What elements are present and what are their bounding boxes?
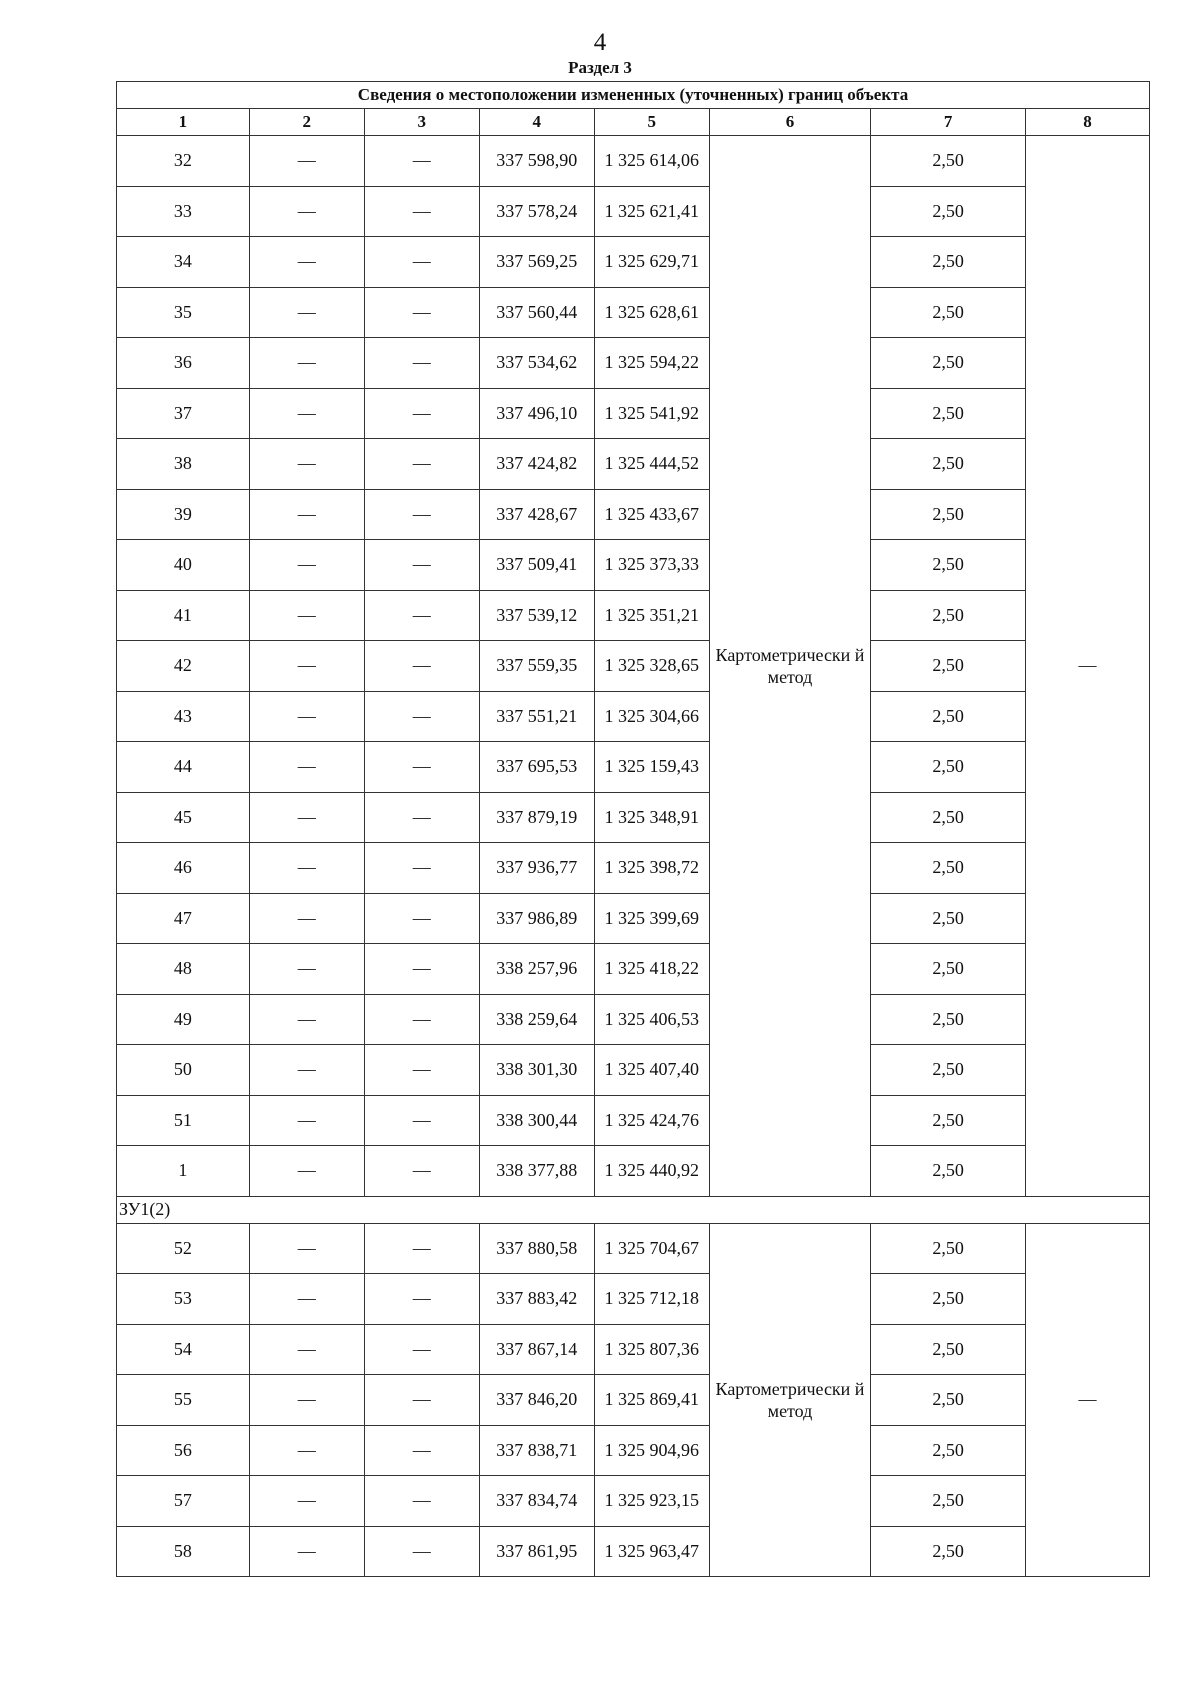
coordinate-y-cell: 1 325 444,52: [594, 439, 709, 490]
column-header: 7: [871, 109, 1026, 136]
coordinate-x-cell: 337 534,62: [479, 338, 594, 389]
accuracy-cell: 2,50: [871, 590, 1026, 641]
accuracy-cell: 2,50: [871, 1375, 1026, 1426]
accuracy-cell: 2,50: [871, 944, 1026, 995]
col2-cell: —: [249, 1095, 364, 1146]
table-row: [117, 1045, 1150, 1096]
point-number-cell: 36: [117, 338, 250, 389]
zone-label-row: [117, 1196, 1150, 1223]
point-number-cell: 49: [117, 994, 250, 1045]
point-number-cell: 37: [117, 388, 250, 439]
point-number-cell: 34: [117, 237, 250, 288]
point-number-cell: 44: [117, 742, 250, 793]
col2-cell: —: [249, 1146, 364, 1197]
accuracy-cell: 2,50: [871, 691, 1026, 742]
table-row: [117, 641, 1150, 692]
coordinate-x-cell: 337 598,90: [479, 136, 594, 187]
table-row: [117, 540, 1150, 591]
coordinate-x-cell: 338 377,88: [479, 1146, 594, 1197]
coordinate-x-cell: 337 846,20: [479, 1375, 594, 1426]
coordinate-x-cell: 337 986,89: [479, 893, 594, 944]
col2-cell: —: [249, 1274, 364, 1325]
coordinate-y-cell: 1 325 351,21: [594, 590, 709, 641]
col3-cell: —: [364, 136, 479, 187]
coordinate-y-cell: 1 325 418,22: [594, 944, 709, 995]
col3-cell: —: [364, 691, 479, 742]
coordinate-x-cell: 338 257,96: [479, 944, 594, 995]
point-number-cell: 48: [117, 944, 250, 995]
table-row: [117, 590, 1150, 641]
point-number-cell: 56: [117, 1425, 250, 1476]
col3-cell: —: [364, 1476, 479, 1527]
accuracy-cell: 2,50: [871, 1095, 1026, 1146]
accuracy-cell: 2,50: [871, 1324, 1026, 1375]
coordinate-x-cell: 337 695,53: [479, 742, 594, 793]
point-number-cell: 58: [117, 1526, 250, 1577]
table-row: [117, 1476, 1150, 1527]
accuracy-cell: 2,50: [871, 338, 1026, 389]
col3-cell: —: [364, 540, 479, 591]
col3-cell: —: [364, 1324, 479, 1375]
table-row: [117, 338, 1150, 389]
coordinate-y-cell: 1 325 704,67: [594, 1223, 709, 1274]
point-number-cell: 32: [117, 136, 250, 187]
col2-cell: —: [249, 994, 364, 1045]
coordinate-x-cell: 338 300,44: [479, 1095, 594, 1146]
accuracy-cell: 2,50: [871, 742, 1026, 793]
col3-cell: —: [364, 944, 479, 995]
accuracy-cell: 2,50: [871, 439, 1026, 490]
col3-cell: —: [364, 843, 479, 894]
page-number: 4: [593, 29, 607, 56]
point-number-cell: 46: [117, 843, 250, 894]
col3-cell: —: [364, 893, 479, 944]
coordinate-y-cell: 1 325 621,41: [594, 186, 709, 237]
coordinate-x-cell: 337 509,41: [479, 540, 594, 591]
col2-cell: —: [249, 1375, 364, 1426]
col3-cell: —: [364, 994, 479, 1045]
col3-cell: —: [364, 1223, 479, 1274]
coordinates-table: [116, 81, 1150, 1577]
coordinate-y-cell: 1 325 904,96: [594, 1425, 709, 1476]
table-row: [117, 237, 1150, 288]
coordinate-x-cell: 337 496,10: [479, 388, 594, 439]
col3-cell: —: [364, 489, 479, 540]
coordinate-x-cell: 337 539,12: [479, 590, 594, 641]
accuracy-cell: 2,50: [871, 186, 1026, 237]
col3-cell: —: [364, 338, 479, 389]
coordinate-x-cell: 337 879,19: [479, 792, 594, 843]
col2-cell: —: [249, 237, 364, 288]
table-row: [117, 792, 1150, 843]
coordinate-x-cell: 337 861,95: [479, 1526, 594, 1577]
column-header: 8: [1026, 109, 1150, 136]
coordinate-y-cell: 1 325 869,41: [594, 1375, 709, 1426]
col2-cell: —: [249, 388, 364, 439]
col3-cell: —: [364, 1274, 479, 1325]
point-number-cell: 33: [117, 186, 250, 237]
col3-cell: —: [364, 1095, 479, 1146]
table-row: [117, 388, 1150, 439]
coordinate-y-cell: 1 325 424,76: [594, 1095, 709, 1146]
column-header: 2: [249, 109, 364, 136]
coordinate-x-cell: 337 838,71: [479, 1425, 594, 1476]
col3-cell: —: [364, 641, 479, 692]
point-number-cell: 47: [117, 893, 250, 944]
col2-cell: —: [249, 540, 364, 591]
accuracy-cell: 2,50: [871, 237, 1026, 288]
col3-cell: —: [364, 186, 479, 237]
point-number-cell: 1: [117, 1146, 250, 1197]
coordinate-y-cell: 1 325 594,22: [594, 338, 709, 389]
col2-cell: —: [249, 1476, 364, 1527]
coordinate-x-cell: 337 834,74: [479, 1476, 594, 1527]
col3-cell: —: [364, 1045, 479, 1096]
point-number-cell: 38: [117, 439, 250, 490]
col2-cell: —: [249, 742, 364, 793]
coordinate-y-cell: 1 325 440,92: [594, 1146, 709, 1197]
column-header: 3: [364, 109, 479, 136]
col2-cell: —: [249, 944, 364, 995]
table-body: [117, 136, 1150, 1577]
accuracy-cell: 2,50: [871, 1425, 1026, 1476]
point-number-cell: 51: [117, 1095, 250, 1146]
coordinate-x-cell: 337 424,82: [479, 439, 594, 490]
method-cell: Картометрически й метод: [709, 1223, 870, 1577]
accuracy-cell: 2,50: [871, 540, 1026, 591]
accuracy-cell: 2,50: [871, 136, 1026, 187]
coordinate-y-cell: 1 325 963,47: [594, 1526, 709, 1577]
col2-cell: —: [249, 439, 364, 490]
col2-cell: —: [249, 843, 364, 894]
coordinate-y-cell: 1 325 407,40: [594, 1045, 709, 1096]
accuracy-cell: 2,50: [871, 1476, 1026, 1527]
coordinate-y-cell: 1 325 328,65: [594, 641, 709, 692]
accuracy-cell: 2,50: [871, 792, 1026, 843]
column-header: 4: [479, 109, 594, 136]
point-number-cell: 50: [117, 1045, 250, 1096]
table-row: [117, 1425, 1150, 1476]
zone-label: ЗУ1(2): [117, 1196, 1150, 1223]
table-caption-row: [117, 82, 1150, 109]
coordinate-y-cell: 1 325 159,43: [594, 742, 709, 793]
coordinate-x-cell: 337 936,77: [479, 843, 594, 894]
coordinate-x-cell: 337 551,21: [479, 691, 594, 742]
col3-cell: —: [364, 742, 479, 793]
coordinate-y-cell: 1 325 348,91: [594, 792, 709, 843]
col2-cell: —: [249, 1526, 364, 1577]
col2-cell: —: [249, 641, 364, 692]
point-number-cell: 35: [117, 287, 250, 338]
table-row: [117, 1146, 1150, 1197]
coordinate-x-cell: 337 560,44: [479, 287, 594, 338]
accuracy-cell: 2,50: [871, 641, 1026, 692]
table-row: [117, 843, 1150, 894]
accuracy-cell: 2,50: [871, 893, 1026, 944]
table-row: [117, 489, 1150, 540]
col3-cell: —: [364, 1146, 479, 1197]
col8-cell: —: [1026, 1223, 1150, 1577]
table-row: [117, 136, 1150, 187]
accuracy-cell: 2,50: [871, 287, 1026, 338]
table-row: [117, 691, 1150, 742]
col2-cell: —: [249, 1045, 364, 1096]
point-number-cell: 53: [117, 1274, 250, 1325]
col3-cell: —: [364, 1375, 479, 1426]
col3-cell: —: [364, 439, 479, 490]
coordinate-y-cell: 1 325 398,72: [594, 843, 709, 894]
col2-cell: —: [249, 893, 364, 944]
coordinate-x-cell: 337 578,24: [479, 186, 594, 237]
col3-cell: —: [364, 287, 479, 338]
table-row: [117, 1223, 1150, 1274]
accuracy-cell: 2,50: [871, 1146, 1026, 1197]
coordinate-y-cell: 1 325 399,69: [594, 893, 709, 944]
coordinate-x-cell: 337 880,58: [479, 1223, 594, 1274]
coordinate-y-cell: 1 325 406,53: [594, 994, 709, 1045]
col2-cell: —: [249, 489, 364, 540]
point-number-cell: 41: [117, 590, 250, 641]
col3-cell: —: [364, 1425, 479, 1476]
table-row: [117, 1324, 1150, 1375]
col2-cell: —: [249, 287, 364, 338]
point-number-cell: 57: [117, 1476, 250, 1527]
coordinate-x-cell: 337 559,35: [479, 641, 594, 692]
table-row: [117, 994, 1150, 1045]
coordinate-y-cell: 1 325 304,66: [594, 691, 709, 742]
accuracy-cell: 2,50: [871, 1223, 1026, 1274]
coordinate-y-cell: 1 325 712,18: [594, 1274, 709, 1325]
coordinate-y-cell: 1 325 373,33: [594, 540, 709, 591]
col2-cell: —: [249, 792, 364, 843]
accuracy-cell: 2,50: [871, 843, 1026, 894]
table-row: [117, 1526, 1150, 1577]
coordinate-x-cell: 338 301,30: [479, 1045, 594, 1096]
table-row: [117, 186, 1150, 237]
coordinate-x-cell: 338 259,64: [479, 994, 594, 1045]
table-row: [117, 742, 1150, 793]
col2-cell: —: [249, 1425, 364, 1476]
table-row: [117, 893, 1150, 944]
table-row: [117, 1375, 1150, 1426]
table-row: [117, 944, 1150, 995]
col2-cell: —: [249, 136, 364, 187]
point-number-cell: 43: [117, 691, 250, 742]
table-row: [117, 287, 1150, 338]
column-header: 6: [709, 109, 870, 136]
col2-cell: —: [249, 1324, 364, 1375]
col3-cell: —: [364, 792, 479, 843]
point-number-cell: 55: [117, 1375, 250, 1426]
coordinate-x-cell: 337 883,42: [479, 1274, 594, 1325]
col3-cell: —: [364, 388, 479, 439]
accuracy-cell: 2,50: [871, 1526, 1026, 1577]
accuracy-cell: 2,50: [871, 1045, 1026, 1096]
col2-cell: —: [249, 338, 364, 389]
coordinate-y-cell: 1 325 433,67: [594, 489, 709, 540]
point-number-cell: 39: [117, 489, 250, 540]
col3-cell: —: [364, 590, 479, 641]
coordinate-y-cell: 1 325 628,61: [594, 287, 709, 338]
table-row: [117, 439, 1150, 490]
accuracy-cell: 2,50: [871, 489, 1026, 540]
coordinate-y-cell: 1 325 541,92: [594, 388, 709, 439]
col8-cell: —: [1026, 136, 1150, 1197]
column-header: 5: [594, 109, 709, 136]
point-number-cell: 54: [117, 1324, 250, 1375]
col3-cell: —: [364, 1526, 479, 1577]
point-number-cell: 45: [117, 792, 250, 843]
col2-cell: —: [249, 1223, 364, 1274]
point-number-cell: 42: [117, 641, 250, 692]
col2-cell: —: [249, 691, 364, 742]
coordinate-x-cell: 337 569,25: [479, 237, 594, 288]
coordinate-y-cell: 1 325 923,15: [594, 1476, 709, 1527]
coordinate-y-cell: 1 325 629,71: [594, 237, 709, 288]
table-header-row: [117, 109, 1150, 136]
col2-cell: —: [249, 590, 364, 641]
section-title: Раздел 3: [568, 58, 632, 77]
accuracy-cell: 2,50: [871, 994, 1026, 1045]
point-number-cell: 52: [117, 1223, 250, 1274]
method-cell: Картометрически й метод: [709, 136, 870, 1197]
coordinate-y-cell: 1 325 614,06: [594, 136, 709, 187]
table-caption: Сведения о местоположении измененных (уточненных) границ объекта: [117, 82, 1150, 109]
accuracy-cell: 2,50: [871, 388, 1026, 439]
coordinate-x-cell: 337 867,14: [479, 1324, 594, 1375]
column-header: 1: [117, 109, 250, 136]
col3-cell: —: [364, 237, 479, 288]
accuracy-cell: 2,50: [871, 1274, 1026, 1325]
table-row: [117, 1095, 1150, 1146]
point-number-cell: 40: [117, 540, 250, 591]
coordinate-x-cell: 337 428,67: [479, 489, 594, 540]
coordinate-y-cell: 1 325 807,36: [594, 1324, 709, 1375]
col2-cell: —: [249, 186, 364, 237]
table-row: [117, 1274, 1150, 1325]
